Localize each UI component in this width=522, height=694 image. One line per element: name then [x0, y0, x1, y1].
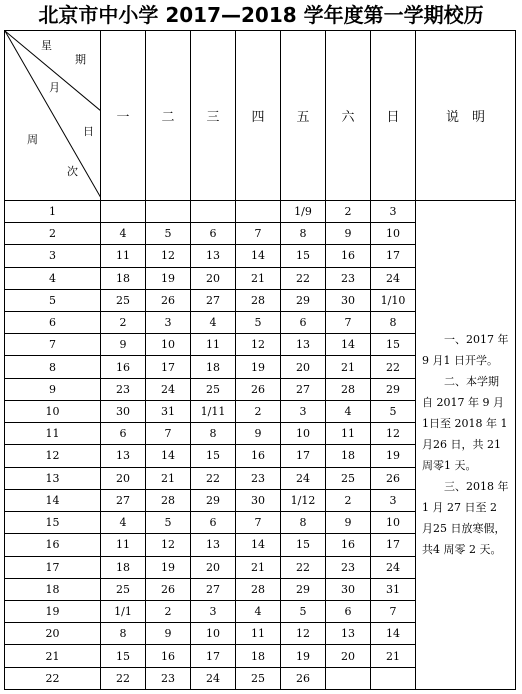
date-cell: 27 [281, 378, 326, 400]
date-cell: 1/10 [371, 289, 416, 311]
note-paragraph: 一、2017 年9 月1 日开学。 [422, 333, 509, 368]
date-cell: 18 [191, 356, 236, 378]
date-cell: 24 [191, 667, 236, 689]
date-cell: 19 [236, 356, 281, 378]
date-cell: 25 [101, 578, 146, 600]
date-cell: 13 [191, 245, 236, 267]
date-cell: 9 [326, 512, 371, 534]
day-header: 日 [371, 31, 416, 201]
page-title: 北京市中小学 2017—2018 学年度第一学期校历 [38, 3, 484, 27]
date-cell: 28 [236, 578, 281, 600]
date-cell: 12 [236, 334, 281, 356]
week-number: 9 [5, 378, 101, 400]
date-cell: 25 [101, 289, 146, 311]
week-number: 10 [5, 400, 101, 422]
date-cell: 17 [146, 356, 191, 378]
diagonal-lines [5, 31, 101, 198]
corner-label-ri: 日 [83, 125, 94, 138]
date-cell: 8 [281, 223, 326, 245]
date-cell: 17 [371, 534, 416, 556]
week-number: 18 [5, 578, 101, 600]
date-cell: 10 [281, 423, 326, 445]
date-cell [371, 667, 416, 689]
date-cell: 15 [281, 245, 326, 267]
date-cell: 14 [236, 245, 281, 267]
date-cell: 27 [101, 489, 146, 511]
corner-header-cell [5, 31, 101, 201]
corner-label-xing: 星 [41, 39, 52, 52]
week-row [5, 200, 516, 222]
date-cell: 4 [236, 601, 281, 623]
date-cell: 18 [101, 267, 146, 289]
date-cell: 13 [281, 334, 326, 356]
date-cell: 23 [236, 467, 281, 489]
date-cell: 3 [146, 311, 191, 333]
date-cell: 9 [326, 223, 371, 245]
week-number: 21 [5, 645, 101, 667]
date-cell: 29 [281, 578, 326, 600]
date-cell: 23 [101, 378, 146, 400]
date-cell [236, 200, 281, 222]
date-cell: 20 [191, 556, 236, 578]
date-cell: 29 [191, 489, 236, 511]
date-cell: 24 [371, 267, 416, 289]
date-cell: 15 [101, 645, 146, 667]
date-cell: 26 [236, 378, 281, 400]
day-header: 二 [146, 31, 191, 201]
date-cell: 16 [326, 245, 371, 267]
date-cell: 9 [146, 623, 191, 645]
week-number: 13 [5, 467, 101, 489]
week-number: 22 [5, 667, 101, 689]
date-cell: 8 [101, 623, 146, 645]
date-cell: 28 [146, 489, 191, 511]
date-cell: 1/11 [191, 400, 236, 422]
date-cell: 25 [191, 378, 236, 400]
date-cell: 22 [191, 467, 236, 489]
date-cell: 14 [326, 334, 371, 356]
date-cell: 8 [281, 512, 326, 534]
date-cell: 23 [326, 556, 371, 578]
date-cell: 12 [146, 245, 191, 267]
date-cell: 5 [146, 223, 191, 245]
date-cell: 21 [236, 556, 281, 578]
day-header: 六 [326, 31, 371, 201]
date-cell: 11 [101, 245, 146, 267]
date-cell: 22 [371, 356, 416, 378]
date-cell: 6 [191, 223, 236, 245]
date-cell: 20 [281, 356, 326, 378]
week-number: 15 [5, 512, 101, 534]
date-cell: 25 [326, 467, 371, 489]
date-cell: 9 [236, 423, 281, 445]
date-cell: 26 [146, 289, 191, 311]
date-cell: 20 [191, 267, 236, 289]
date-cell: 24 [371, 556, 416, 578]
date-cell: 19 [146, 267, 191, 289]
date-cell: 12 [146, 534, 191, 556]
date-cell: 19 [146, 556, 191, 578]
date-cell: 20 [101, 467, 146, 489]
week-number: 11 [5, 423, 101, 445]
date-cell: 16 [101, 356, 146, 378]
week-number: 8 [5, 356, 101, 378]
date-cell: 15 [281, 534, 326, 556]
corner-label-ci: 次 [67, 165, 78, 178]
date-cell: 6 [326, 601, 371, 623]
week-number: 14 [5, 489, 101, 511]
date-cell: 10 [191, 623, 236, 645]
date-cell: 5 [371, 400, 416, 422]
corner-label-yue: 月 [49, 81, 60, 94]
date-cell: 31 [371, 578, 416, 600]
date-cell: 13 [326, 623, 371, 645]
date-cell: 7 [146, 423, 191, 445]
date-cell: 21 [236, 267, 281, 289]
date-cell: 16 [236, 445, 281, 467]
corner-label-qi: 期 [75, 53, 86, 66]
date-cell: 24 [146, 378, 191, 400]
date-cell: 14 [371, 623, 416, 645]
week-number: 16 [5, 534, 101, 556]
date-cell: 30 [101, 400, 146, 422]
date-cell: 29 [371, 378, 416, 400]
date-cell: 14 [146, 445, 191, 467]
day-header: 三 [191, 31, 236, 201]
date-cell: 8 [371, 311, 416, 333]
date-cell: 21 [146, 467, 191, 489]
date-cell: 7 [236, 223, 281, 245]
date-cell: 26 [371, 467, 416, 489]
date-cell: 17 [371, 245, 416, 267]
week-number: 7 [5, 334, 101, 356]
date-cell: 4 [101, 512, 146, 534]
day-header: 四 [236, 31, 281, 201]
week-number: 12 [5, 445, 101, 467]
date-cell: 7 [371, 601, 416, 623]
week-number: 17 [5, 556, 101, 578]
week-number: 2 [5, 223, 101, 245]
date-cell: 24 [281, 467, 326, 489]
date-cell: 3 [281, 400, 326, 422]
week-number: 1 [5, 200, 101, 222]
date-cell: 5 [281, 601, 326, 623]
date-cell: 16 [326, 534, 371, 556]
date-cell: 10 [371, 223, 416, 245]
date-cell: 11 [101, 534, 146, 556]
date-cell [191, 200, 236, 222]
date-cell: 18 [236, 645, 281, 667]
date-cell: 14 [236, 534, 281, 556]
date-cell: 17 [281, 445, 326, 467]
date-cell: 3 [371, 200, 416, 222]
date-cell: 17 [191, 645, 236, 667]
date-cell: 28 [236, 289, 281, 311]
date-cell: 12 [281, 623, 326, 645]
date-cell: 4 [101, 223, 146, 245]
week-number: 3 [5, 245, 101, 267]
date-cell: 23 [326, 267, 371, 289]
date-cell: 10 [371, 512, 416, 534]
date-cell: 6 [191, 512, 236, 534]
date-cell: 22 [101, 667, 146, 689]
date-cell: 22 [281, 556, 326, 578]
week-number: 5 [5, 289, 101, 311]
date-cell: 4 [191, 311, 236, 333]
date-cell: 5 [236, 311, 281, 333]
note-paragraph: 三、2018 年1 月 27 日至 2 月25 日放寒假，共4 周零 2 天。 [422, 480, 509, 557]
date-cell: 18 [326, 445, 371, 467]
date-cell: 29 [281, 289, 326, 311]
date-cell: 1/1 [101, 601, 146, 623]
date-cell: 3 [191, 601, 236, 623]
date-cell: 26 [281, 667, 326, 689]
week-number: 4 [5, 267, 101, 289]
week-number: 6 [5, 311, 101, 333]
corner-label-zhou: 周 [27, 133, 38, 146]
date-cell: 8 [191, 423, 236, 445]
notes-header: 说 明 [416, 31, 516, 201]
date-cell: 2 [101, 311, 146, 333]
date-cell: 2 [146, 601, 191, 623]
date-cell: 15 [191, 445, 236, 467]
date-cell: 2 [326, 489, 371, 511]
date-cell: 12 [371, 423, 416, 445]
date-cell: 22 [281, 267, 326, 289]
date-cell: 27 [191, 578, 236, 600]
date-cell: 16 [146, 645, 191, 667]
date-cell: 2 [326, 200, 371, 222]
date-cell: 18 [101, 556, 146, 578]
date-cell: 6 [101, 423, 146, 445]
date-cell: 15 [371, 334, 416, 356]
date-cell: 20 [326, 645, 371, 667]
week-number: 19 [5, 601, 101, 623]
date-cell: 7 [326, 311, 371, 333]
date-cell: 1/12 [281, 489, 326, 511]
date-cell: 5 [146, 512, 191, 534]
date-cell: 11 [191, 334, 236, 356]
date-cell: 10 [146, 334, 191, 356]
date-cell: 19 [371, 445, 416, 467]
date-cell [146, 200, 191, 222]
date-cell: 2 [236, 400, 281, 422]
header-row [5, 31, 516, 201]
note-paragraph: 二、本学期自 2017 年 9 月 1日至 2018 年 1 月26 日，共 21 周零1 天。 [422, 375, 508, 473]
date-cell: 6 [281, 311, 326, 333]
date-cell: 30 [236, 489, 281, 511]
date-cell [326, 667, 371, 689]
date-cell: 21 [371, 645, 416, 667]
date-cell: 13 [191, 534, 236, 556]
date-cell: 11 [236, 623, 281, 645]
date-cell: 4 [326, 400, 371, 422]
date-cell: 3 [371, 489, 416, 511]
day-header: 一 [101, 31, 146, 201]
week-number: 20 [5, 623, 101, 645]
date-cell [101, 200, 146, 222]
date-cell: 25 [236, 667, 281, 689]
school-calendar-table [4, 30, 516, 690]
date-cell: 11 [326, 423, 371, 445]
day-header: 五 [281, 31, 326, 201]
date-cell: 30 [326, 289, 371, 311]
date-cell: 30 [326, 578, 371, 600]
date-cell: 21 [326, 356, 371, 378]
date-cell: 26 [146, 578, 191, 600]
date-cell: 23 [146, 667, 191, 689]
date-cell: 7 [236, 512, 281, 534]
date-cell: 28 [326, 378, 371, 400]
date-cell: 9 [101, 334, 146, 356]
date-cell: 19 [281, 645, 326, 667]
date-cell: 27 [191, 289, 236, 311]
date-cell: 1/9 [281, 200, 326, 222]
notes-cell [416, 200, 516, 689]
date-cell: 13 [101, 445, 146, 467]
date-cell: 31 [146, 400, 191, 422]
